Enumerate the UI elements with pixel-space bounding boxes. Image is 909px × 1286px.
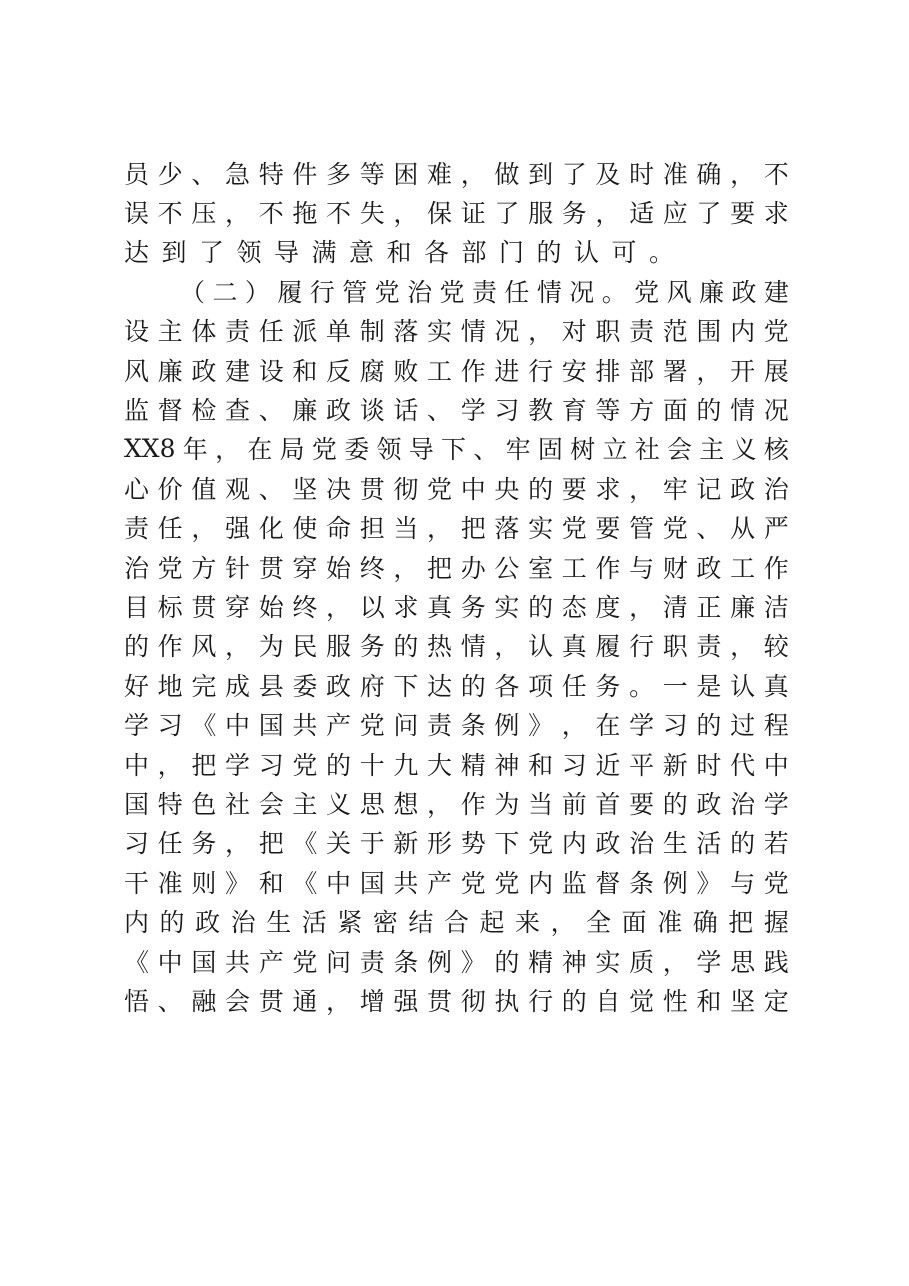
text-line-1: 员 少 、 急 特 件 多 等 困 难 ， 做 到 了 及 时 准 确 ， 不 (124, 159, 789, 189)
text-line-12: 目 标 贯 穿 始 终 ， 以 求 真 务 实 的 态 度 ， 清 正 廉 洁 (124, 592, 789, 622)
text-line-10: 责 任 ， 强 化 使 命 担 当 ， 把 落 实 党 要 管 党 、 从 严 (124, 514, 789, 544)
text-line-19: 干 准 则 》 和 《 中 国 共 产 党 党 内 监 督 条 例 》 与 党 (124, 868, 789, 898)
text-line-8: XX8 年 ， 在 局 党 委 领 导 下 、 牢 固 树 立 社 会 主 义 核 (124, 433, 789, 465)
text-line-6: 风 廉 政 建 设 和 反 腐 败 工 作 进 行 安 排 部 署 ， 开 展 (124, 356, 789, 386)
text-line-11: 治 党 方 针 贯 穿 始 终 ， 把 办 公 室 工 作 与 财 政 工 作 (124, 553, 789, 583)
text-line-15: 学 习 《 中 国 共 产 党 问 责 条 例 》 ， 在 学 习 的 过 程 (124, 711, 789, 741)
text-line-4: （ 二 ） 履 行 管 党 治 党 责 任 情 况 。 党 风 廉 政 建 (180, 277, 789, 307)
text-line-3: 达到了领导满意和各部门的认可。 (124, 238, 687, 268)
text-line-17: 国 特 色 社 会 主 义 思 想 ， 作 为 当 前 首 要 的 政 治 学 (124, 789, 789, 819)
text-line-2: 误 不 压 ， 不 拖 不 失 ， 保 证 了 服 务 ， 适 应 了 要 求 (124, 199, 789, 229)
text-line-20: 内 的 政 治 生 活 紧 密 结 合 起 来 ， 全 面 准 确 把 握 (124, 908, 789, 938)
text-line-7: 监 督 检 查 、 廉 政 谈 话 、 学 习 教 育 等 方 面 的 情 况 (124, 396, 789, 426)
text-line-5: 设 主 体 责 任 派 单 制 落 实 情 况 ， 对 职 责 范 围 内 党 (124, 317, 789, 347)
text-line-14: 好 地 完 成 县 委 政 府 下 达 的 各 项 任 务 。 一 是 认 真 (124, 671, 789, 701)
text-line-16: 中 ， 把 学 习 党 的 十 九 大 精 神 和 习 近 平 新 时 代 中 (124, 750, 789, 780)
body-text (124, 153, 789, 1020)
text-line-22: 悟 、 融 会 贯 通 ， 增 强 贯 彻 执 行 的 自 觉 性 和 坚 定 (124, 986, 789, 1016)
text-line-9: 心 价 值 观 、 坚 决 贯 彻 党 中 央 的 要 求 ， 牢 记 政 治 (124, 474, 789, 504)
text-line-18: 习 任 务 ， 把 《 关 于 新 形 势 下 党 内 政 治 生 活 的 若 (124, 829, 789, 859)
text-line-13: 的 作 风 ， 为 民 服 务 的 热 情 ， 认 真 履 行 职 责 ， 较 (124, 632, 789, 662)
text-line-21: 《 中 国 共 产 党 问 责 条 例 》 的 精 神 实 质 ， 学 思 践 (124, 947, 789, 977)
